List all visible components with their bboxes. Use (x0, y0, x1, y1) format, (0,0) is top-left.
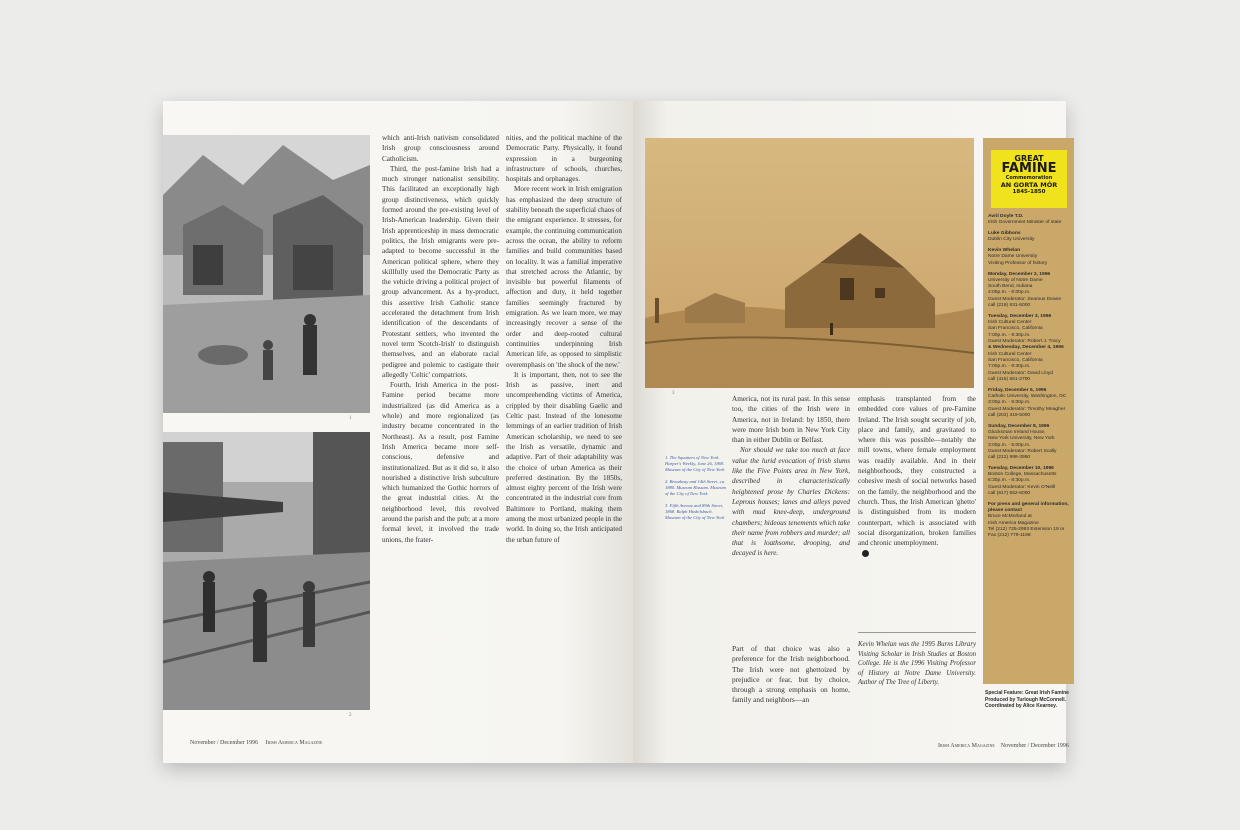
photo-captions (665, 455, 727, 527)
painting-farmhouse-image (645, 138, 974, 388)
logo-line-years: 1845-1850 (1012, 189, 1046, 195)
bio-text: Kevin Whelan was the 1995 Burns Library Visiting Scholar in Irish Studies at Boston College. He is the 1996 Visiting Professor of History at Notre Dame University. Author of The Tree of Liberty. (858, 641, 976, 687)
logo-line-an-gorta-mor: AN GORTA MÓR (1000, 181, 1058, 189)
event-entry: Tuesday, December 3, 1996 Irish Cultural Center San Francisco, California 7:00p.m. - 9:30p.m. Guest Moderator: Robert J. Tracy (988, 313, 1061, 345)
caption-2: 2. Broadway and 14th Street, ca. 1880. Museum Hassam. Museum of the City of New York (665, 479, 726, 496)
footer-date: November / December 1996 (190, 740, 259, 746)
event-entry: Luke Gibbons Dublin City University (988, 231, 1035, 243)
paragraph: emphasis transplanted from the embedded core values of pre-Famine Ireland. The Irish sought security of job, place and family, and gravitated to where this was possible—notably the mill towns, where female employment was readily available. And in their neighborhoods, they constructed a cohesive mesh of social networks based on the family, the neighborhood and the church. Thus, the Irish American 'ghetto' is distinguished from its modern counterpart, which is associated with social disorganization, broken families and chronic unemployment. (858, 395, 976, 548)
paragraph: America, not its rural past. In this sense too, the cities of the Irish were in America, not in Ireland: by 1850, there were more Irish born in New York City than in either Dublin or Belfast. (732, 395, 850, 445)
footer-date: November / December 1996 (1000, 743, 1069, 749)
photo-number-1: 1 (349, 416, 352, 421)
special-feature-credit: Special Feature: Great Irish Famine Produced by Turlough McConnell. Coordinated by Alice Kearney. (985, 690, 1069, 709)
paragraph: Fourth, Irish America in the post-Famine period became more industrialized (as did America as a whole) and more regionalized (as industry became concentrated in the Northeast). As a result, post Famine Irish America became more self-conscious, defensive and institutionalized. But as it did so, it also nourished a distinctive Irish subculture which humanized the Gothic horrors of the great industrial cities. At the neighborhood level, this revolved around the parish and the pub; at a more formal level, it involved the trade unions, the frater- (382, 381, 499, 544)
paragraph: Part of that choice was also a preference for the Irish neighborhood. The Irish were not ghettoized by prejudice or fear, but by choice, through a strong emphasis on home, family and neighbors—an (732, 644, 850, 705)
photo-number-3: 3 (672, 391, 675, 396)
author-bio (858, 640, 976, 688)
article-column-3 (732, 394, 850, 634)
engraving-street-scene-image (163, 432, 370, 710)
article-column-1 (382, 133, 499, 723)
engraving-squatters-image (163, 135, 370, 413)
caption-1: 1. The Squatters of New York. Harper's Weekly, June 26, 1869. Museum of the City of New York (665, 455, 725, 472)
footer-right (938, 743, 1069, 749)
event-entry: Kevin Whelan Notre Dame University Visiting Professor of history (988, 248, 1048, 266)
paragraph: Nor should we take too much at face value the lurid evocation of Irish slums like the Five Points area in New York, described in characteristically heightened prose by Charles Dickens: Leprous houses; lanes and alleys paved with mud knee-deep, underground chambers; hideous tenements which take their name from robbers and murder; all that is loathsome, drooping, and decayed is here. (732, 446, 850, 558)
paragraph: More recent work in Irish emigration has emphasized the deep structure of stability beneath the superficial chaos of the emigrant experience. It stresses, for example, the continuing communication across the ocean, the ability to reform families and build communities based on locality. It was a familial imperative that stretched across the Atlantic, by invisible but powerful filaments of affection and duty, it held together families seemingly fractured by emigration. As we learn more, we may increasingly recover a sense of the order and deep-rooted cultural continuities underpinning Irish American life, as opposed to simplistic overemphasis on 'the shock of the new.' (506, 185, 622, 369)
paragraph: nities, and the political machine of the Democratic Party. Physically, it found expression in a burgeoning infrastructure of schools, churches, hospitals and orphanages. (506, 134, 622, 184)
logo-line-commemoration: Commemoration (1005, 175, 1053, 181)
divider (858, 632, 976, 633)
event-entry: & Wednesday, December 4, 1996 Irish Cultural Center San Francisco, California 7:00p.m. - 9:30p.m. Guest Moderator: David Lloyd call (415) 661-2700 (988, 345, 1064, 382)
paragraph: Third, the post-famine Irish had a much stronger nationalist sensibility. This facilitated an exceptionally high group distinctiveness, which quickly formed around the pre-existing level of Irish-American leadership. Given their Irish apprenticeship in mass democratic politics, the Irish emigrants were pre-adapted to become successful in the American political sphere, where they skillfully used the Democratic Party as the vehicle driving a political project of group advancement. As a by-product, this assertive Irish Catholic stance accelerated the detachment from Irish identification of the descendants of Protestant settlers, who invented the novel term 'Scotch-Irish' to distinguish themselves, and an elaborate racial pedigree and polemic to castigate their allegedly 'Celtic' compatriots. (382, 164, 499, 379)
event-entry: For press and general information, please contact Bruce McMorland at Irish America Magazine Tel (212) 725-2993 Extension 19 or Fax (212) 779-1198 (988, 501, 1069, 539)
photo-number-2: 2 (349, 713, 352, 718)
article-column-3b (732, 644, 850, 726)
article-end-icon (862, 550, 869, 557)
event-entry: Friday, December 6, 1996 Catholic University, Washington, DC 3:00p.m. - 5:00p.m. Guest Moderator: Timothy Meagher call (202) 319-5000 (988, 387, 1067, 418)
logo-line-famine: FAMINE (1001, 161, 1057, 176)
footer-left (190, 740, 322, 746)
famine-commemoration-sidebar (983, 138, 1074, 684)
event-list (988, 214, 1074, 544)
great-famine-logo (991, 150, 1067, 208)
caption-3: 3. Fifth Avenue and 89th Street, 1868. Ralph Hinkelsbach. Museum of the City of New York (665, 503, 725, 520)
event-entry: Avril Doyle T.D. Irish Government Minister of state (988, 214, 1062, 226)
event-entry: Monday, December 2, 1996 University of Notre Dame South Bend, Indiana 4:00p.m. - 6:00p.m. Guest Moderator: Seamus Deane call (219) 631-5000 (988, 271, 1062, 309)
footer-magazine: Irish America Magazine (938, 743, 995, 749)
paragraph: which anti-Irish nativism consolidated Irish group consciousness around Catholicism. (382, 134, 499, 163)
article-column-2 (506, 133, 622, 723)
event-entry: Tuesday, December 10, 1996 Boston College, Massachusetts 6:30p.m. - 8:30p.m. Guest Moderator: Kevin O'Neill call (617) 552-6000 (988, 465, 1057, 497)
logo-line-great: GREAT (1014, 154, 1044, 163)
event-entry: Sunday, December 8, 1996 Glucksman Ireland House, New York University, New York 3:00p.m. - 5:00p.m. Guest Moderator: Robert Scally call (212) 998-3950 (988, 423, 1057, 461)
paragraph: It is important, then, not to see the Irish as passive, inert and uncomprehending victims of America, crippled by their disabling Gaelic and Celtic past. Instead of the lonesome lemmings of an earlier tradition of Irish American scholarship, we need to see the Irish as versatile, dynamic and adaptive. Part of their adaptability was the choice of urban America as their preferred destination. By the 1850s, almost eighty percent of the Irish were concentrated in the industrial core from Baltimore to Portland, making them among the most urbanized people in the world. In doing so, the Irish anticipated the urban future of (506, 370, 622, 544)
footer-magazine: Irish America Magazine (265, 740, 323, 746)
article-column-4 (858, 394, 976, 626)
